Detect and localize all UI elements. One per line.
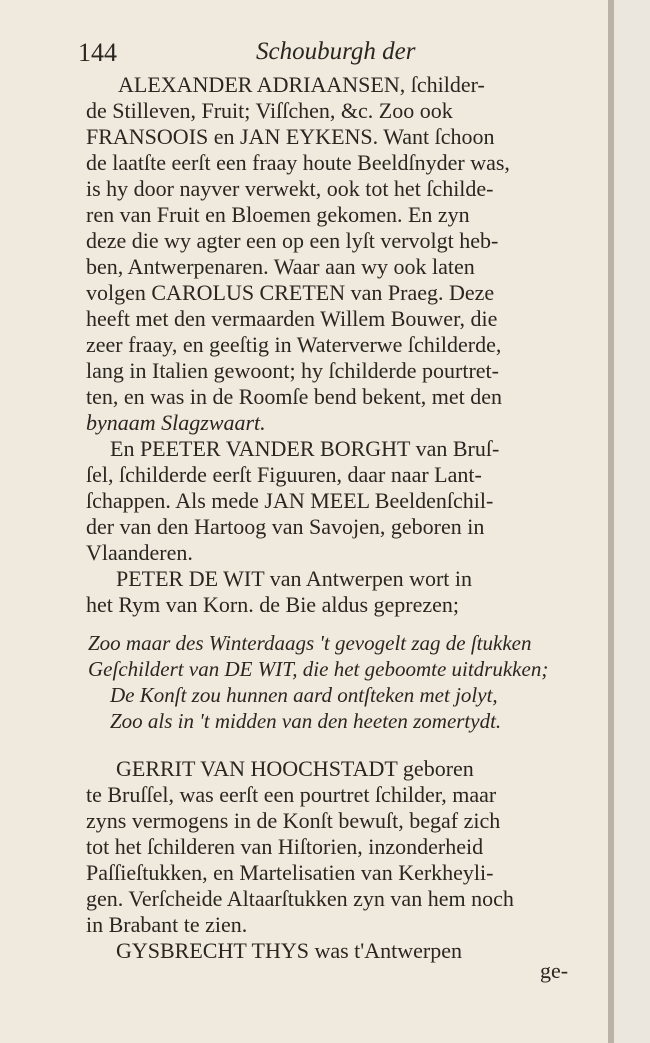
text-line: GERRIT VAN HOOCHSTADT geboren: [116, 756, 474, 781]
poem-line: De Konſt zou hunnen aard ontſteken met jolyt,: [110, 683, 498, 707]
text-line: de Stilleven, Fruit; Viſſchen, &c. Zoo ook: [86, 98, 453, 123]
text-line: zyns vermogens in de Konſt bewuſt, begaf zich: [86, 808, 501, 833]
text-line: bynaam Slagzwaart.: [86, 410, 266, 435]
text-line: volgen CAROLUS CRETEN van Praeg. Deze: [86, 280, 495, 305]
text-line: ren van Fruit en Bloemen gekomen. En zyn: [86, 202, 470, 227]
text-line: in Brabant te zien.: [86, 912, 248, 937]
text-line: PETER DE WIT van Antwerpen wort in: [116, 566, 473, 591]
text-line: te Bruſſel, was eerſt een pourtret ſchilder, maar: [86, 782, 497, 807]
running-title: Schouburgh der: [256, 38, 416, 65]
text-line: heeft met den vermaarden Willem Bouwer, die: [86, 306, 498, 331]
text-line: is hy door nayver verwekt, ook tot het ſchilde-: [86, 176, 494, 201]
page-header: [78, 38, 578, 72]
text-line: FRANSOOIS en JAN EYKENS. Want ſchoon: [86, 124, 495, 149]
text-line: zeer fraay, en geeſtig in Waterverwe ſchilderde,: [86, 332, 502, 357]
text-line: tot het ſchilderen van Hiſtorien, inzonderheid: [86, 834, 484, 859]
poem-line: Zoo maar des Winterdaags 't gevogelt zag de ſtukken: [88, 631, 532, 655]
text-line: ten, en was in de Roomſe bend bekent, met den: [86, 384, 503, 409]
text-line: ſel, ſchilderde eerſt Figuuren, daar naar Lant-: [86, 462, 482, 487]
text-line: ſchappen. Als mede JAN MEEL Beeldenſchil-: [86, 488, 494, 513]
text-line: ALEXANDER ADRIAANSEN, ſchilder-: [118, 72, 485, 97]
text-line: En PEETER VANDER BORGHT van Bruſ-: [110, 436, 500, 461]
text-line: der van den Hartoog van Savojen, geboren in: [86, 514, 485, 539]
text-line: de laatſte eerſt een fraay houte Beeldſnyder was,: [86, 150, 510, 175]
text-line: ben, Antwerpenaren. Waar aan wy ook laten: [86, 254, 475, 279]
poem-line: Geſchildert van DE WIT, die het geboomte uitdrukken;: [88, 657, 549, 681]
poem-line: Zoo als in 't midden van den heeten zomertydt.: [110, 709, 502, 733]
text-line: deze die wy agter een op een lyſt vervolgt heb-: [86, 228, 499, 253]
page-number: 144: [78, 38, 117, 67]
next-page-edge: [614, 0, 650, 1043]
text-line: gen. Verſcheide Altaarſtukken zyn van hem noch: [86, 886, 514, 911]
text-line: lang in Italien gewoont; hy ſchilderde pourtret-: [86, 358, 499, 383]
text-line: het Rym van Korn. de Bie aldus geprezen;: [86, 592, 460, 617]
text-line: Paſſieſtukken, en Martelisatien van Kerkheyli-: [86, 860, 494, 885]
text-line: Vlaanderen.: [86, 540, 193, 565]
catchword: ge-: [540, 958, 569, 983]
text-line: GYSBRECHT THYS was t'Antwerpen: [116, 938, 462, 963]
